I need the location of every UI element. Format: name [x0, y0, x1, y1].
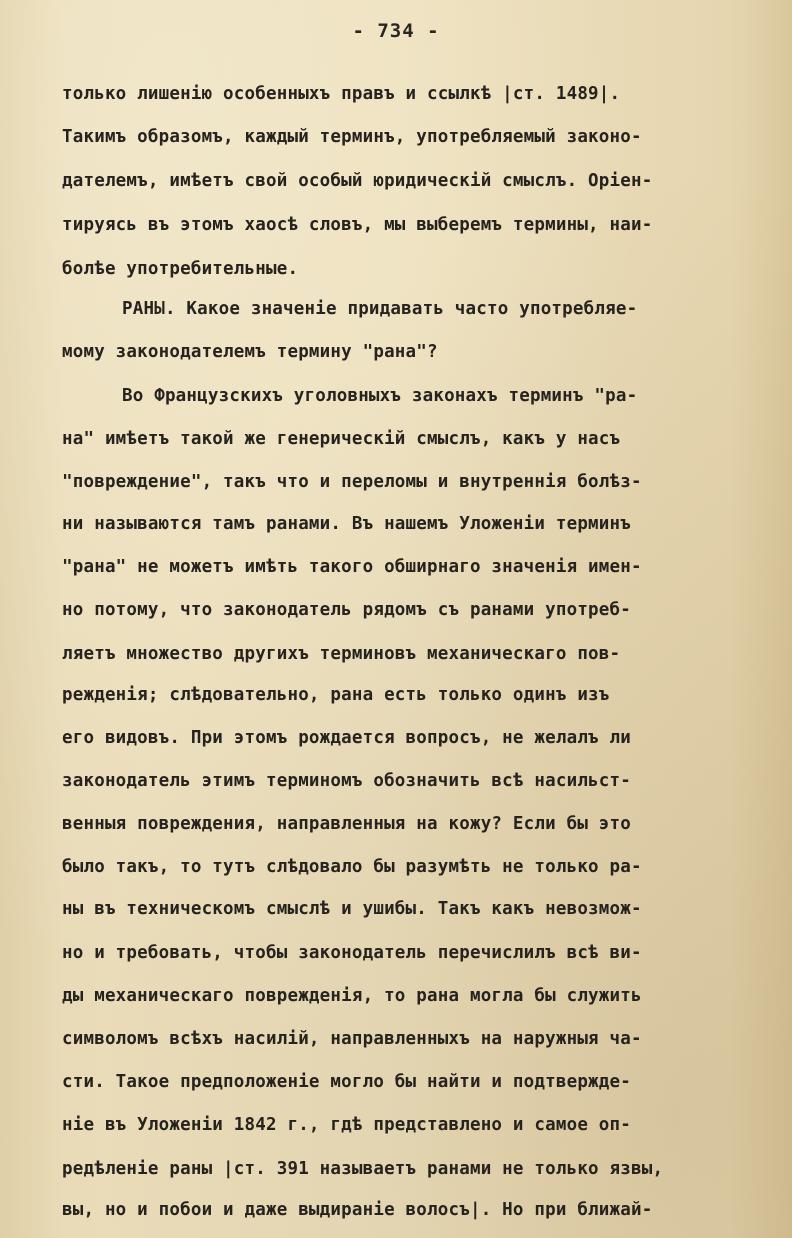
text-line: мому законодателемъ термину "рана"? [62, 342, 438, 362]
text-line: ны въ техническомъ смыслѣ и ушибы. Такъ какъ невозмож- [62, 899, 642, 919]
text-line: ни называются тамъ ранами. Въ нашемъ Уложеніи терминъ [62, 514, 632, 534]
text-line: "повреждение", такъ что и переломы и внутреннія болѣз- [62, 472, 642, 492]
text-line: болѣе употребительные. [62, 259, 299, 279]
text-line: законодатель этимъ терминомъ обозначить всѣ насильст- [62, 771, 632, 791]
text-line: редѣленіе раны |ст. 391 называетъ ранами не только язвы, [62, 1159, 664, 1179]
page-number: - 734 - [352, 20, 440, 42]
text-line: режденія; слѣдовательно, рана есть только одинъ изъ [62, 685, 610, 705]
text-line: ды механическаго поврежденія, то рана могла бы служить [62, 986, 642, 1006]
body-text [0, 84, 792, 1234]
text-line: ніе въ Уложеніи 1842 г., гдѣ представлено и самое оп- [62, 1115, 632, 1135]
text-line: дателемъ, имѣетъ свой особый юридическій смыслъ. Оріен- [62, 171, 653, 191]
text-line: ляетъ множество другихъ терминовъ механическаго пов- [62, 644, 621, 664]
text-line: РАНЫ. Какое значеніе придавать часто употребляе- [122, 299, 638, 319]
text-line: Такимъ образомъ, каждый терминъ, употребляемый законо- [62, 127, 642, 147]
text-line: вы, но и побои и даже выдираніе волосъ|. Но при ближай- [62, 1200, 653, 1220]
text-line: символомъ всѣхъ насилій, направленныхъ на наружныя ча- [62, 1029, 642, 1049]
text-line: только лишенію особенныхъ правъ и ссылкѣ |ст. 1489|. [62, 84, 621, 104]
text-line: тируясь въ этомъ хаосѣ словъ, мы выберемъ термины, наи- [62, 215, 653, 235]
text-line: "рана" не можетъ имѣть такого обширнаго значенія имен- [62, 557, 642, 577]
text-line: венныя повреждения, направленныя на кожу? Если бы это [62, 814, 632, 834]
text-line: но потому, что законодатель рядомъ съ ранами употреб- [62, 600, 632, 620]
text-line: на" имѣетъ такой же генерическій смыслъ, какъ у насъ [62, 429, 621, 449]
text-line: было такъ, то тутъ слѣдовало бы разумѣть не только ра- [62, 857, 642, 877]
text-line: но и требовать, чтобы законодатель перечислилъ всѣ ви- [62, 943, 642, 963]
text-line: Во Французскихъ уголовныхъ законахъ терминъ "ра- [122, 386, 638, 406]
text-line: его видовъ. При этомъ рождается вопросъ, не желалъ ли [62, 728, 632, 748]
text-line: сти. Такое предположеніе могло бы найти и подтвержде- [62, 1072, 632, 1092]
